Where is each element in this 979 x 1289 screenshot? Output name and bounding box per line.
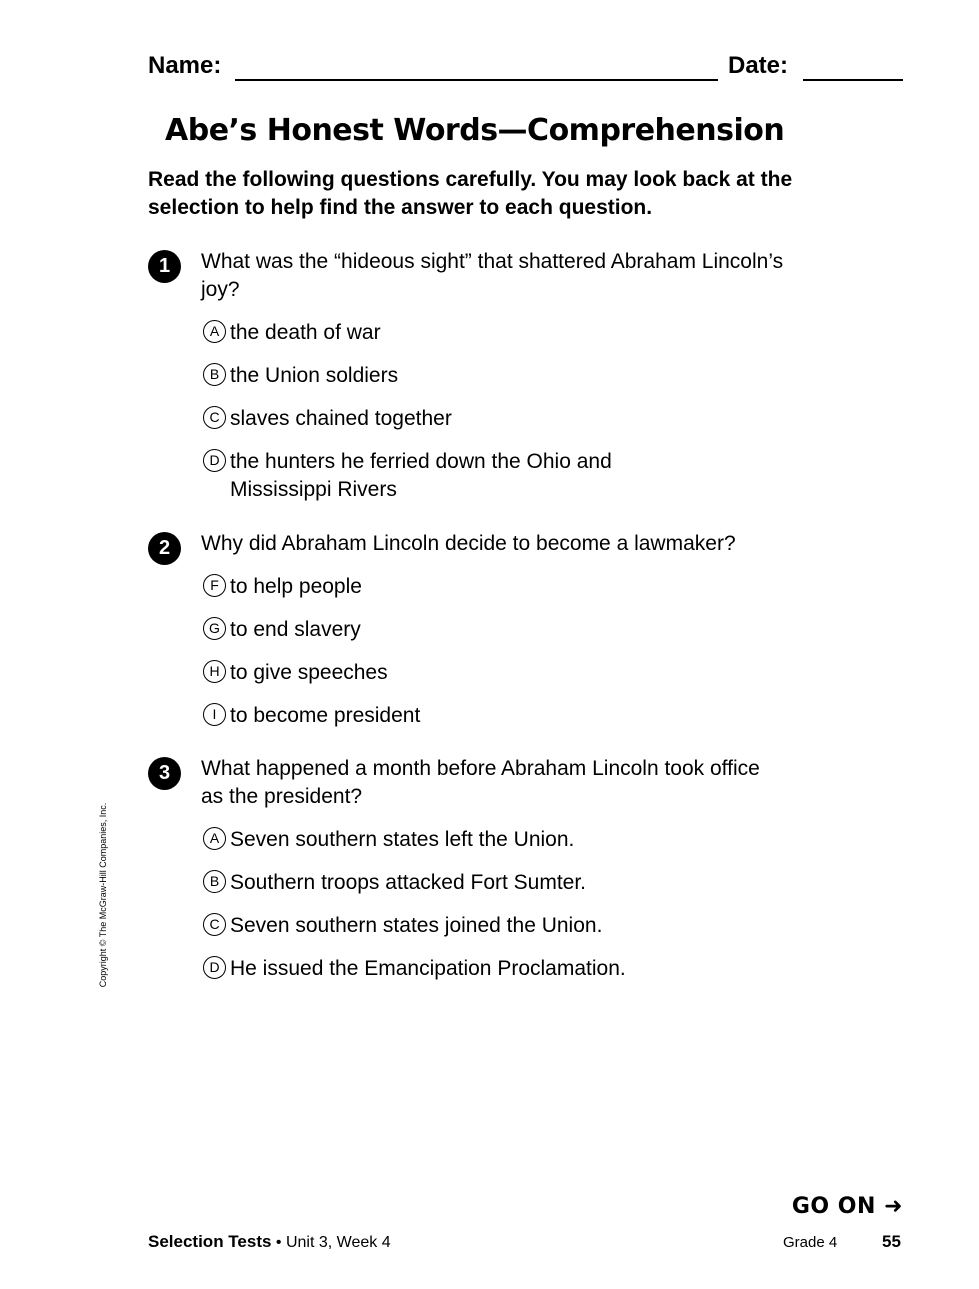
answer-bubble[interactable]: B [203,363,226,386]
answer-bubble[interactable]: C [203,406,226,429]
answer-text: the Union soldiers [230,364,399,387]
answer-bubble[interactable]: F [203,574,226,597]
page-number: 55 [882,1232,901,1251]
name-field[interactable] [235,79,718,81]
page-title: Abe’s Honest Words—Comprehension [165,113,785,148]
question-text: What was the “hideous sight” that shattered Abraham Lincoln’s joy? [201,250,784,301]
answer-text: Southern troops attacked Fort Sumter. [230,871,587,894]
date-label: Date: [728,52,789,79]
instructions: Read the following questions carefully. You may look back at the selection to help find the answer to each question. [148,168,793,219]
go-on-label: GO ON ➜ [791,1194,903,1219]
answer-bubble[interactable]: G [203,617,226,640]
answer-text: the hunters he ferried down the Ohio and Mississippi Rivers [230,450,612,501]
footer-unit: Unit 3, Week 4 [285,1234,391,1251]
answer-bubble[interactable]: C [203,913,226,936]
question-number: 3 [148,757,181,790]
answer-text: slaves chained together [230,407,452,430]
answer-bubble[interactable]: B [203,870,226,893]
answer-text: to give speeches [230,661,388,684]
copyright-notice: Copyright © The McGraw-Hill Companies, Inc. [98,802,108,988]
question-text: Why did Abraham Lincoln decide to become a lawmaker? [201,532,736,555]
answer-bubble[interactable]: D [203,449,226,472]
answer-text: Seven southern states joined the Union. [230,914,603,937]
footer-series-title: Selection Tests [148,1232,272,1251]
answer-text: to help people [230,575,362,598]
footer-series [148,1232,391,1252]
answer-bubble[interactable]: A [203,320,226,343]
answer-text: He issued the Emancipation Proclamation. [230,957,626,980]
answer-bubble[interactable]: A [203,827,226,850]
footer-bullet: • [275,1234,282,1251]
answer-bubble[interactable]: D [203,956,226,979]
name-date-header [148,52,903,86]
answer-text: to end slavery [230,618,361,641]
answer-text: the death of war [230,321,381,344]
answer-text: Seven southern states left the Union. [230,828,575,851]
question-number: 1 [148,250,181,283]
answer-bubble[interactable]: I [203,703,226,726]
date-field[interactable] [803,79,903,81]
question-text: What happened a month before Abraham Lincoln took office as the president? [201,757,760,808]
question-number: 2 [148,532,181,565]
footer-grade: Grade 4 [783,1234,838,1251]
answer-text: to become president [230,704,421,727]
name-label: Name: [148,52,222,79]
answer-bubble[interactable]: H [203,660,226,683]
